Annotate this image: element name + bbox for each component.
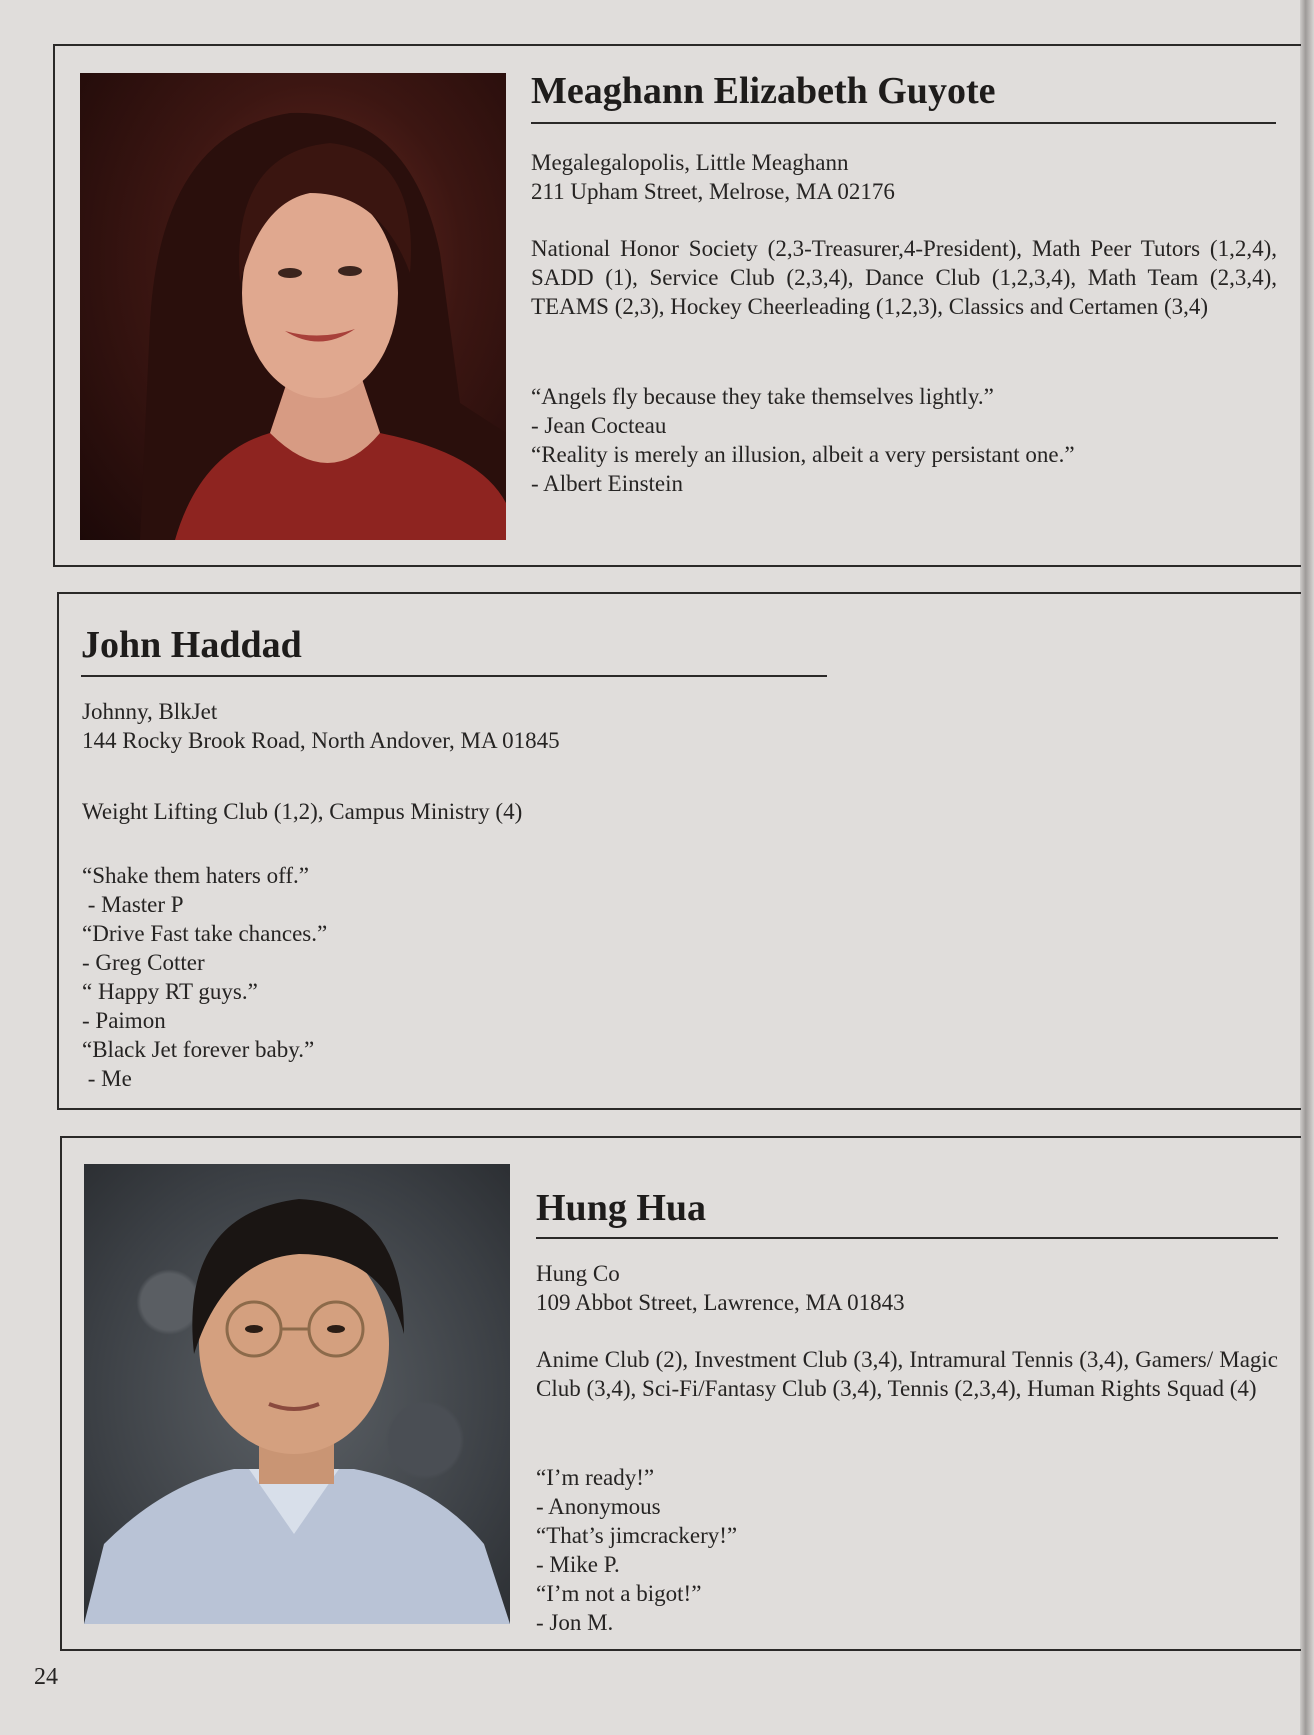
quote-line: - Master P [82, 892, 184, 917]
student-quotes [536, 1463, 1278, 1637]
quote-line: - Albert Einstein [531, 471, 684, 496]
quote-line: - Paimon [82, 1008, 166, 1033]
portrait-illustration [84, 1164, 510, 1624]
student-address: 211 Upham Street, Melrose, MA 02176 [531, 179, 895, 204]
page-edge [1300, 0, 1314, 1735]
page-number: 24 [34, 1664, 58, 1690]
student-nicknames: Johnny, BlkJet [82, 699, 218, 724]
student-name: John Haddad [81, 624, 302, 666]
name-underline [536, 1237, 1278, 1239]
quote-line: - Greg Cotter [82, 950, 205, 975]
student-address: 109 Abbot Street, Lawrence, MA 01843 [536, 1290, 905, 1315]
student-name: Hung Hua [536, 1187, 707, 1229]
student-name: Meaghann Elizabeth Guyote [531, 70, 996, 112]
student-photo-hua [84, 1164, 510, 1624]
student-details [531, 148, 1277, 206]
student-quotes [531, 382, 1277, 498]
student-nicknames: Hung Co [536, 1261, 620, 1286]
quote-line: “Angels fly because they take themselves lightly.” [531, 384, 994, 409]
name-underline [81, 675, 827, 677]
quote-line: - Jean Cocteau [531, 413, 667, 438]
quote-line: - Mike P. [536, 1552, 620, 1577]
quote-line: “Reality is merely an illusion, albeit a very persistant one.” [531, 442, 1075, 467]
quote-line: “I’m ready!” [536, 1465, 655, 1490]
student-details [536, 1259, 1278, 1317]
quote-line: “ Happy RT guys.” [82, 979, 258, 1004]
student-activities: Anime Club (2), Investment Club (3,4), Intramural Tennis (3,4), Gamers/ Magic Club (3,4), Sci-Fi/Fantasy Club (3,4), Tennis (2,3,4), Human Rights Squad (4) [536, 1347, 1278, 1401]
student-quotes [82, 861, 882, 1093]
quote-line: - Anonymous [536, 1494, 661, 1519]
student-nicknames: Megalegalopolis, Little Meaghann [531, 150, 849, 175]
student-activities: National Honor Society (2,3-Treasurer,4-President), Math Peer Tutors (1,2,4), SADD (1), Service Club (2,3,4), Dance Club (1,2,3,4), Math Team (2,3,4), TEAMS (2,3), Hockey Cheerleading (1,2,3), Classics and Certamen (3,4) [531, 236, 1277, 319]
quote-line: “That’s jimcrackery!” [536, 1523, 738, 1548]
quote-line: - Jon M. [536, 1610, 614, 1635]
student-address: 144 Rocky Brook Road, North Andover, MA 01845 [82, 728, 560, 753]
quote-line: “Black Jet forever baby.” [82, 1037, 315, 1062]
student-details [82, 697, 882, 755]
quote-line: “Shake them haters off.” [82, 863, 309, 888]
quote-line: - Me [82, 1066, 132, 1091]
student-activities: Weight Lifting Club (1,2), Campus Ministry (4) [82, 799, 523, 824]
portrait-illustration [80, 73, 506, 540]
quote-line: “I’m not a bigot!” [536, 1581, 702, 1606]
student-photo-guyote [80, 73, 506, 540]
quote-line: “Drive Fast take chances.” [82, 921, 328, 946]
name-underline [531, 122, 1276, 124]
